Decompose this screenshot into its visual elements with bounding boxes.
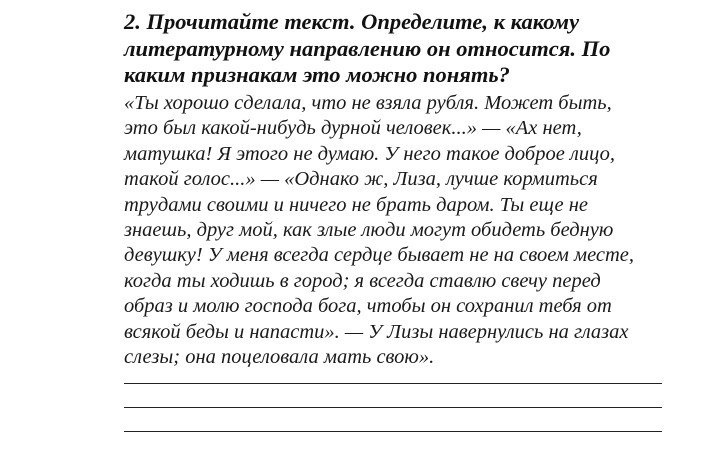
question-heading (124, 9, 704, 89)
passage-line: девушку! У меня всегда сердце бывает не на своем месте, (124, 244, 635, 267)
passage-line: всякой беды и напасти». — У Лизы навернулись на глазах (124, 320, 629, 343)
passage-line: когда ты ходишь в город; я всегда ставлю свечу перед (124, 269, 601, 292)
passage-line: «Ты хорошо сделала, что не взяла рубля. Может быть, (124, 92, 612, 114)
passage-line: слезы; она поцеловала мать свою». (124, 346, 435, 369)
answer-line (124, 383, 662, 384)
passage-line: образ и молю господа бога, чтобы он сохранил тебя от (124, 295, 612, 318)
passage-line: трудами своими и ничего не брать даром. Ты еще не (124, 193, 589, 216)
answer-line (124, 431, 662, 432)
answer-lines (124, 383, 662, 455)
question-line: литературному направлению он относится. По (124, 35, 611, 61)
question-line: каким признакам это можно понять? (124, 62, 510, 87)
literary-passage (124, 91, 704, 370)
answer-line (124, 407, 662, 408)
passage-line: знаешь, друг мой, как злые люди могут обидеть бедную (124, 219, 614, 242)
question-line: 2. Прочитайте текст. Определите, к какому (124, 9, 580, 34)
passage-line: это был какой-нибудь дурной человек...» — «Ах нет, (124, 117, 582, 140)
passage-line: такой голос...» — «Однако ж, Лиза, лучше кормиться (124, 168, 598, 191)
passage-line: матушка! Я этого не думаю. У него такое доброе лицо, (124, 142, 615, 165)
